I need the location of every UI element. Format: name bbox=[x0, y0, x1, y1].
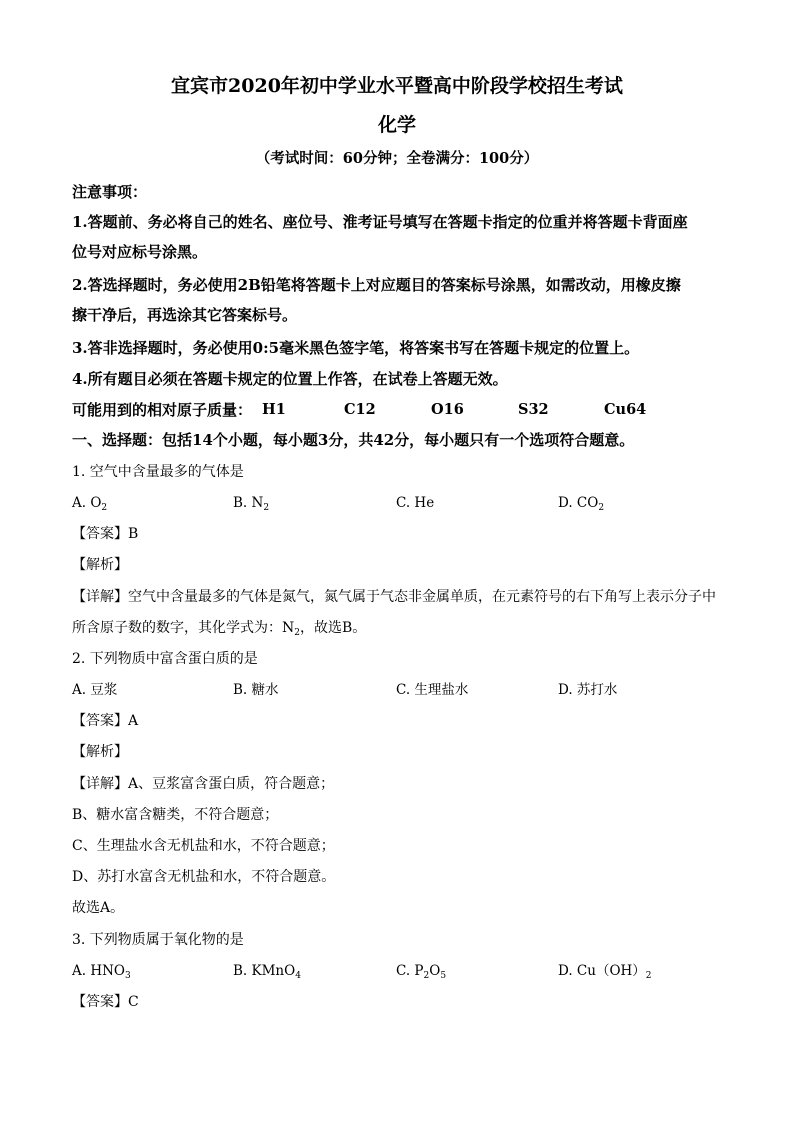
exam-title: 宜宾市2020年初中学业水平暨高中阶段学校招生考试 bbox=[171, 75, 623, 97]
question-3-option-b: B. KMnO$_4$ bbox=[233, 963, 301, 981]
question-3-option-c: C. $P_2O_5$ bbox=[396, 963, 447, 981]
question-1-stem: 1. 空气中含量最多的气体是 bbox=[72, 464, 244, 480]
question-2-option-d: D. 苏打水 bbox=[558, 682, 618, 698]
question-2-detail-line-1: 【详解】A、豆浆富含蛋白质，符合题意； bbox=[72, 776, 335, 792]
question-2-option-b: B. 糖水 bbox=[233, 682, 279, 698]
notice-item-1-line-2: 位号对应标号涂黑。 bbox=[72, 243, 208, 261]
atomic-mass-s: S32 bbox=[518, 401, 549, 418]
atomic-mass-c: C12 bbox=[344, 401, 376, 418]
question-1-answer: 【答案】B bbox=[72, 526, 139, 542]
question-2-detail-line-2: B、糖水富含糖类，不符合题意； bbox=[72, 807, 279, 823]
question-1-analysis-tag: 【解析】 bbox=[72, 557, 128, 573]
notice-item-3: 3.答非选择题时，务必使用0:5毫米黑色签字笔，将答案书写在答题卡规定的位置上。 bbox=[72, 339, 640, 357]
question-1-option-d: D. $CO_2$ bbox=[558, 495, 605, 513]
notice-item-4: 4.所有题目必须在答题卡规定的位置上作答，在试卷上答题无效。 bbox=[72, 370, 508, 388]
atomic-mass-o: O16 bbox=[431, 401, 464, 418]
question-1-option-c: C. He bbox=[396, 495, 435, 511]
question-1-detail-line-1: 【详解】空气中含量最多的气体是氮气，氮气属于气态非金属单质，在元素符号的右下角写上表示分子中 bbox=[72, 589, 716, 605]
exam-subject: 化学 bbox=[377, 114, 416, 136]
question-3-stem: 3. 下列物质属于氧化物的是 bbox=[72, 932, 244, 948]
question-2-stem: 2. 下列物质中富含蛋白质的是 bbox=[72, 651, 258, 667]
question-2-conclusion: 故选A。 bbox=[72, 900, 125, 916]
section-1-heading: 一、选择题：包括14个小题，每小题3分，共42分，每小题只有一个选项符合题意。 bbox=[72, 431, 635, 449]
question-2-detail-line-3: C、生理盐水含无机盐和水，不符合题意； bbox=[72, 838, 335, 854]
notice-heading: 注意事项： bbox=[72, 183, 148, 201]
question-3-option-a: A. $HNO_3$ bbox=[72, 963, 131, 981]
question-2-option-c: C. 生理盐水 bbox=[396, 682, 469, 698]
question-1-option-b: B. $N_2$ bbox=[233, 495, 270, 513]
atomic-mass-cu: Cu64 bbox=[604, 401, 647, 418]
question-1-detail-line-2: 所含原子数的数字，其化学式为：$N_2$，故选B。 bbox=[72, 620, 367, 638]
notice-item-1-line-1: 1.答题前、务必将自己的姓名、座位号、淮考证号填写在答题卡指定的位重并将答题卡背面座 bbox=[72, 213, 688, 231]
question-3-option-d: D. $Cu(OH)_2$ bbox=[558, 963, 652, 981]
notice-item-2-line-1: 2.答选择题时，务必使用2B铅笔将答题卡上对应题目的答案标号涂黑，如需改动，用橡皮擦 bbox=[72, 276, 681, 294]
question-2-analysis-tag: 【解析】 bbox=[72, 744, 128, 760]
question-3-answer: 【答案】C bbox=[72, 994, 139, 1010]
question-2-answer: 【答案】A bbox=[72, 713, 139, 729]
atomic-mass-label: 可能用到的相对原子质量： bbox=[72, 401, 253, 419]
exam-info: （考试时间：60分钟；全卷满分：100分） bbox=[255, 150, 539, 167]
notice-item-2-line-2: 擦干净后，再选涂其它答案标号。 bbox=[72, 306, 298, 324]
question-2-detail-line-4: D、苏打水富含无机盐和水，不符合题意。 bbox=[72, 869, 336, 885]
question-1-option-a: A. $O_2$ bbox=[72, 495, 108, 513]
atomic-mass-h: H1 bbox=[262, 401, 286, 418]
question-2-option-a: A. 豆浆 bbox=[72, 682, 118, 698]
